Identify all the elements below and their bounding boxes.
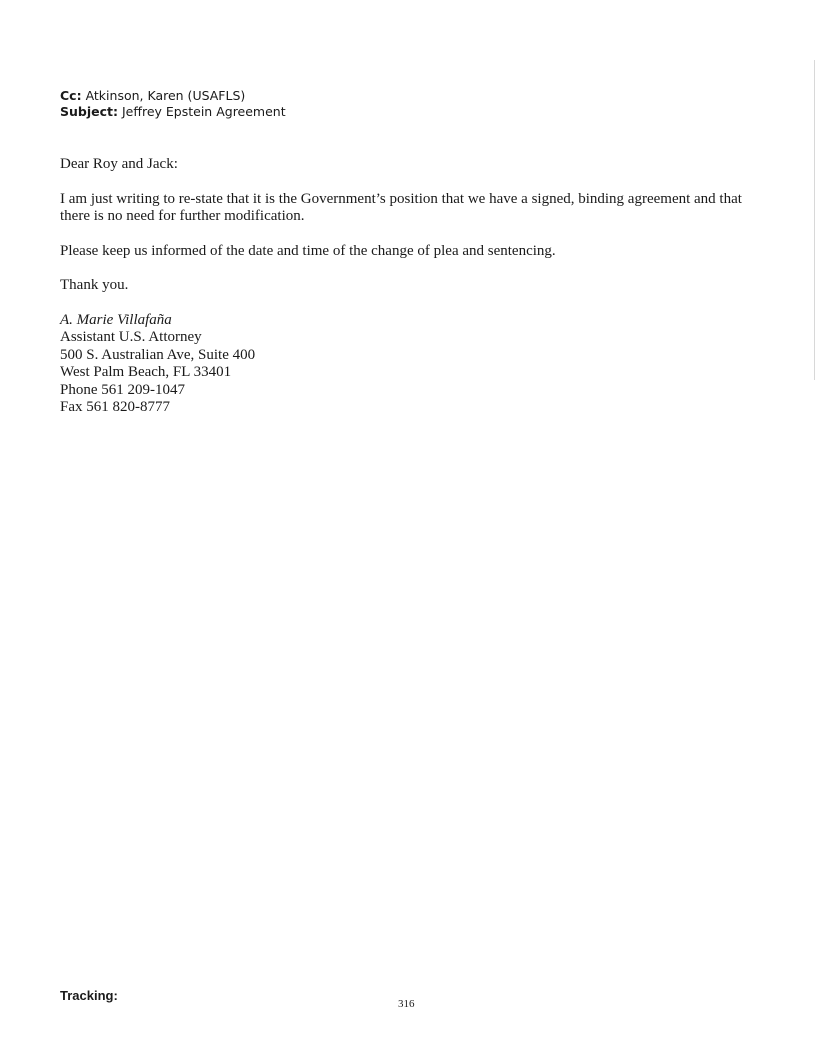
closing: Thank you. (60, 277, 129, 293)
subject-line (60, 104, 286, 120)
page-edge-line (814, 60, 815, 380)
cc-value: Atkinson, Karen (USAFLS) (85, 88, 246, 103)
signature-block (60, 312, 760, 417)
subject-label: Subject: (60, 104, 118, 119)
signature-title: Assistant U.S. Attorney (60, 329, 202, 345)
greeting: Dear Roy and Jack: (60, 156, 178, 172)
signature-phone: Phone 561 209-1047 (60, 381, 185, 398)
page-number: 316 (398, 998, 415, 1010)
cc-label: Cc: (60, 88, 82, 103)
subject-value: Jeffrey Epstein Agreement (121, 104, 286, 119)
tracking-label: Tracking: (60, 988, 118, 1003)
cc-line (60, 88, 286, 104)
email-body (60, 156, 760, 417)
email-header (60, 88, 286, 120)
paragraph-1: I am just writing to re-state that it is the Government’s position that we have a signed, binding agreement and that there is no need for further modification. (60, 190, 742, 224)
signature-address-2: West Palm Beach, FL 33401 (60, 364, 232, 380)
signature-fax: Fax 561 820-8777 (60, 399, 170, 415)
paragraph-2: Please keep us informed of the date and time of the change of plea and sentencing. (60, 242, 556, 259)
signature-address-1: 500 S. Australian Ave, Suite 400 (60, 346, 256, 363)
signature-name: A. Marie Villafaña (60, 311, 172, 328)
